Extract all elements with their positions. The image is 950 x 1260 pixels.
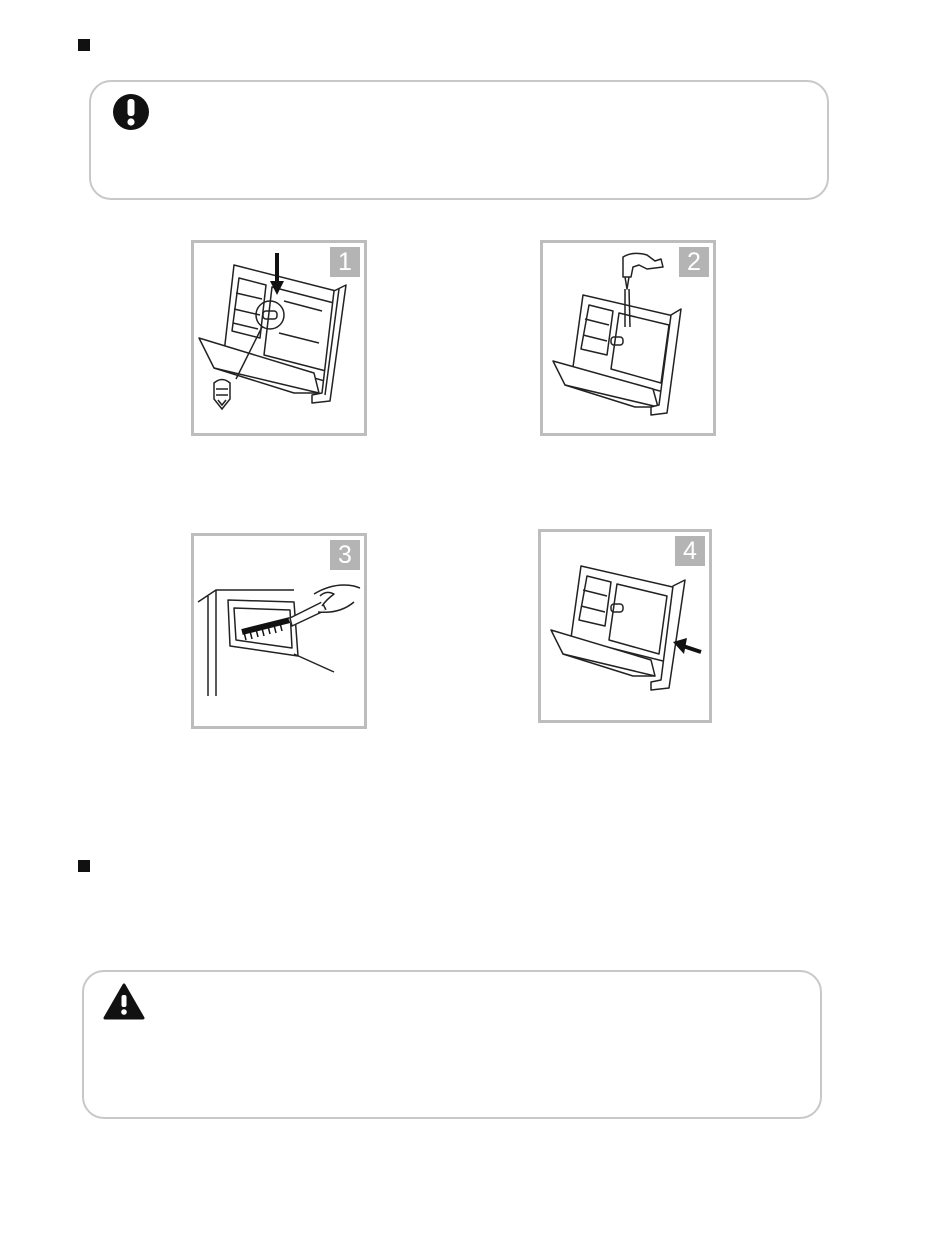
figure-step-1 — [191, 240, 367, 436]
figure-step-4 — [538, 529, 712, 723]
warning-triangle-icon — [102, 982, 146, 1027]
warning-notice-box — [82, 970, 822, 1119]
figure-step-2 — [540, 240, 716, 436]
step-number-badge: 1 — [330, 247, 360, 277]
step-number-badge: 2 — [679, 247, 709, 277]
figure-step-3 — [191, 533, 367, 729]
exclamation-icon — [111, 92, 151, 137]
step-number-badge: 4 — [675, 536, 705, 566]
step-number-badge: 3 — [330, 540, 360, 570]
important-notice-box — [89, 80, 829, 200]
section-marker-2 — [78, 860, 90, 872]
section-marker-1 — [78, 39, 90, 51]
